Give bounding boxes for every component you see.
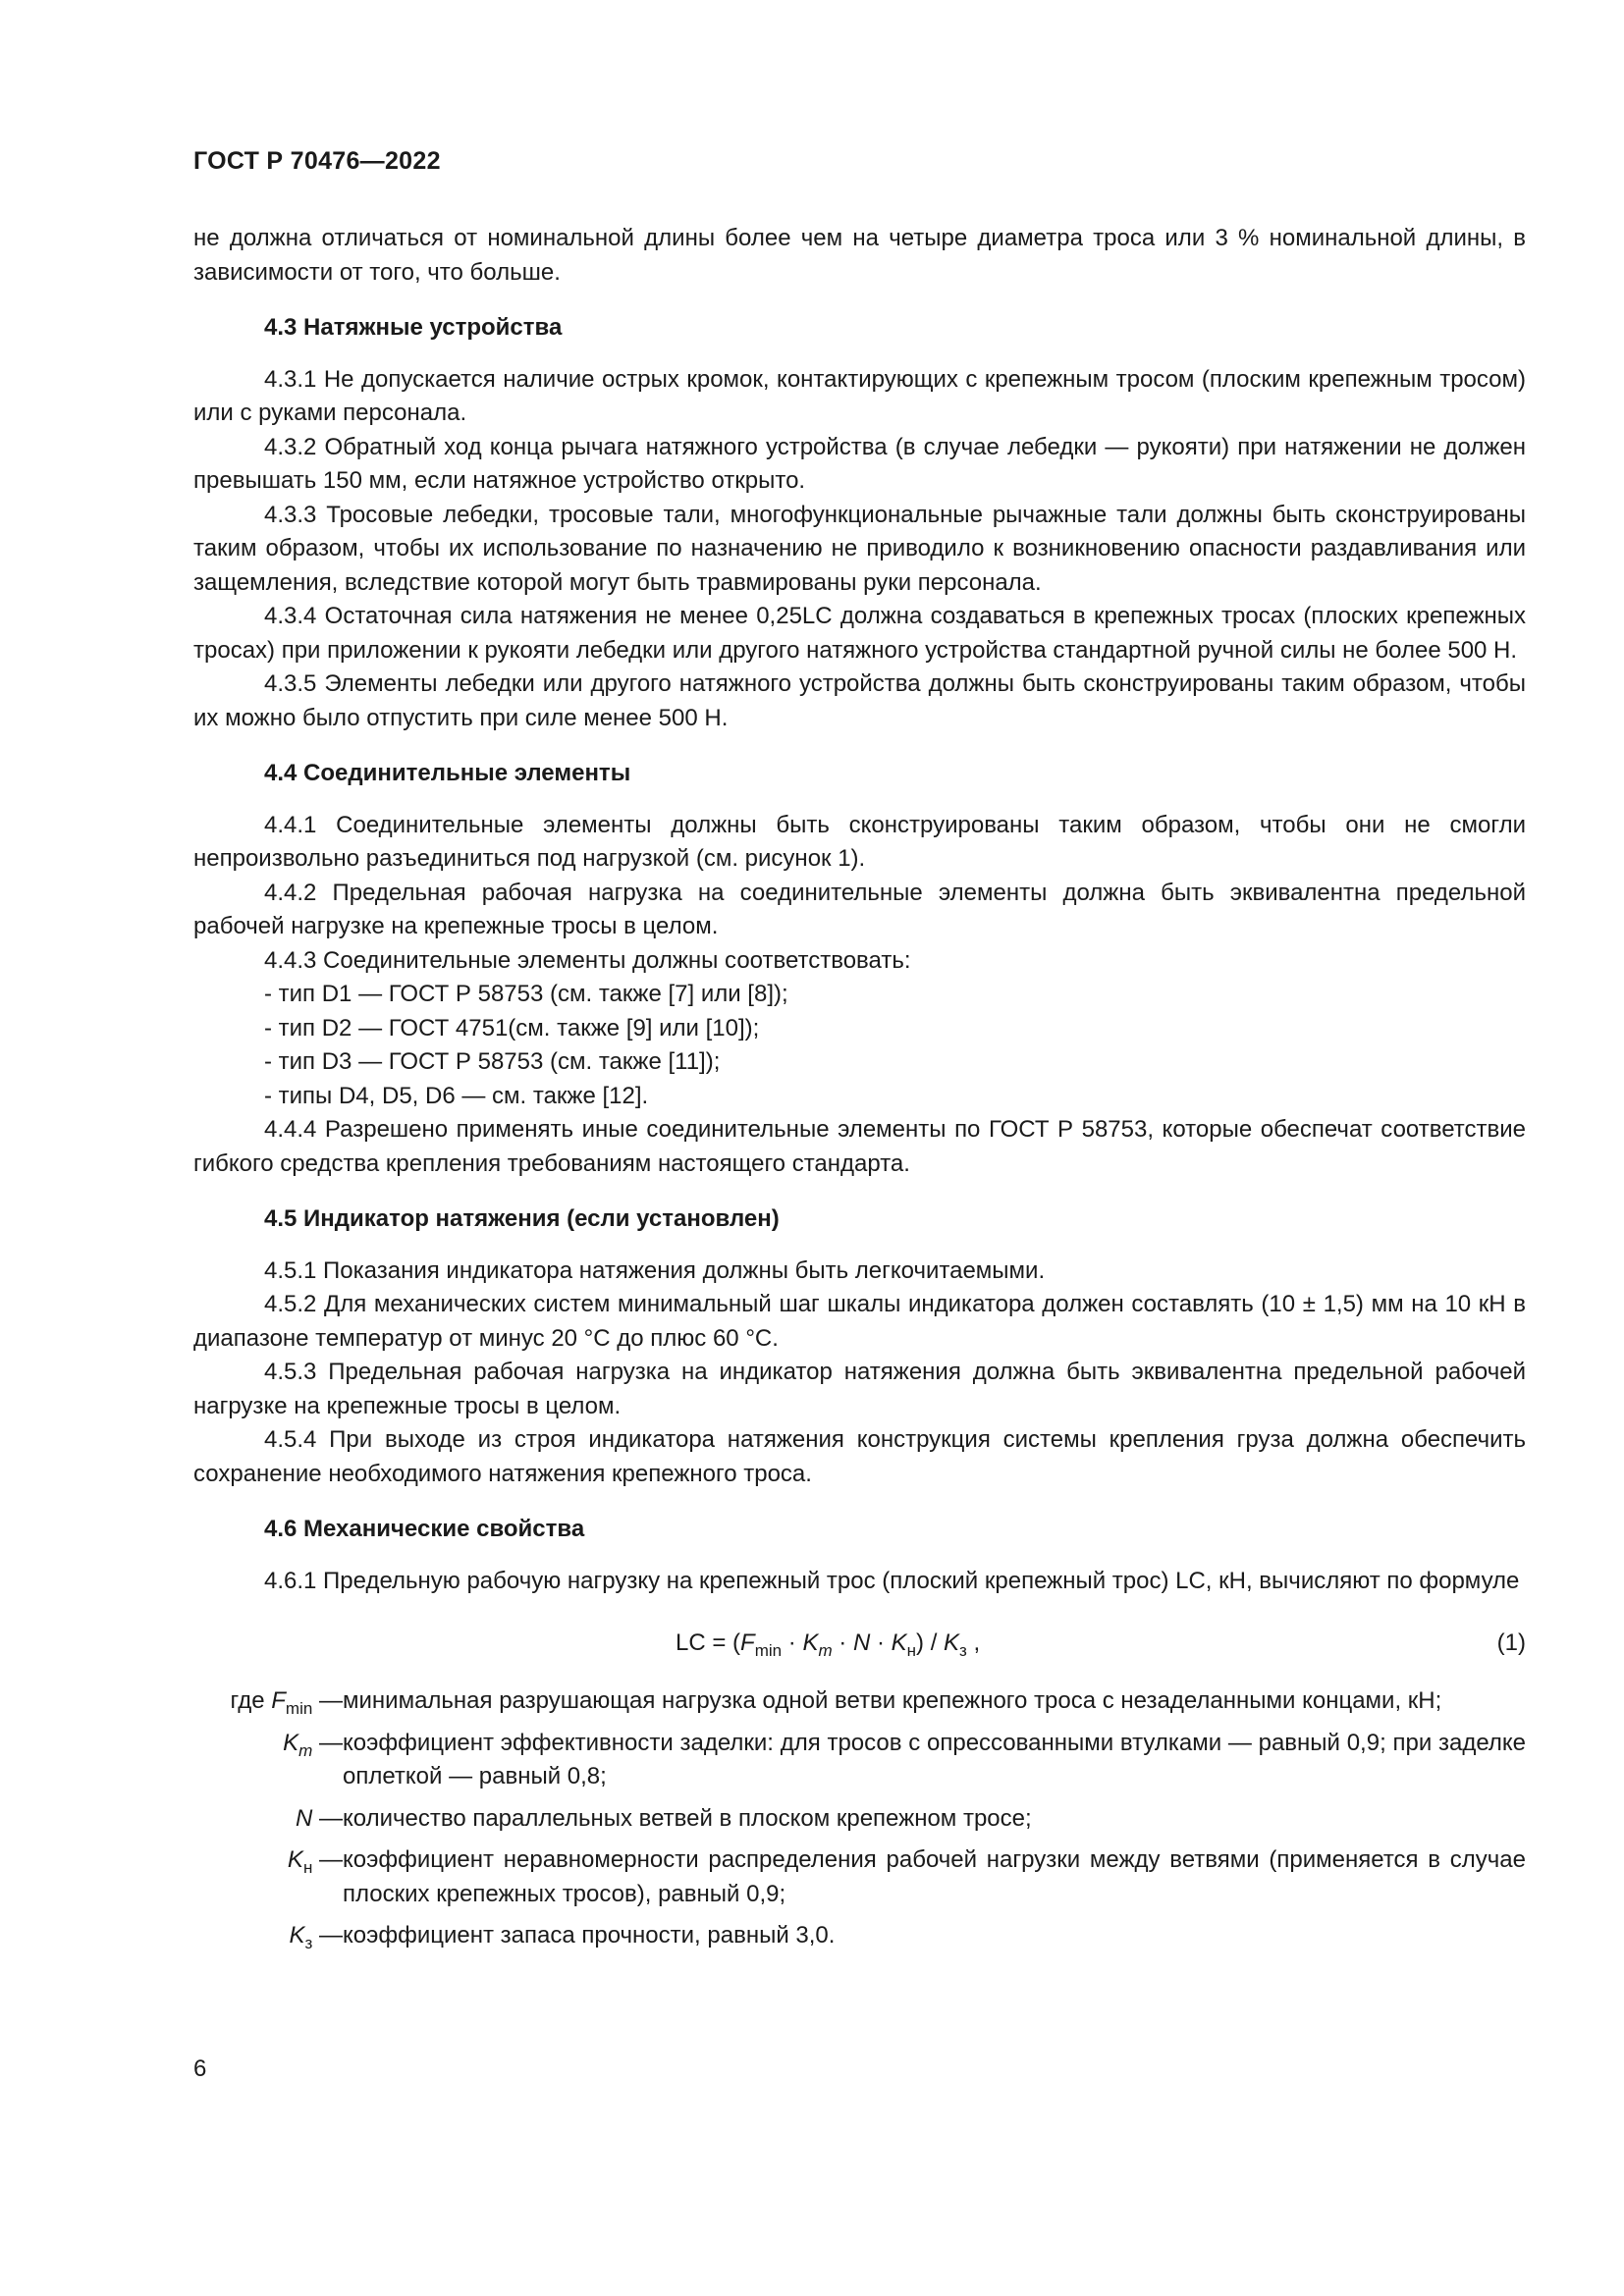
page-number: 6 xyxy=(193,2056,207,2082)
formula-expression: LC = $(F_{min} \cdot K_m \cdot N \cdot K_н) / K_з$ , xyxy=(676,1629,981,1660)
legend-row-kn xyxy=(193,1843,1526,1919)
legend-desc-kz: коэффициент запаса прочности, равный 3,0. xyxy=(343,1922,836,1949)
paragraph-4-3-2: 4.3.2 Обратный ход конца рычага натяжного устройства (в случае лебедки — рукояти) при натяжении не должен превышать 150 мм, если натяжное устройство открыто. xyxy=(193,433,1526,494)
paragraph-4-3-4: 4.3.4 Остаточная сила натяжения не менее 0,25LC должна создаваться в крепежных тросах (плоских крепежных тросах) при приложении к рукояти лебедки или другого натяжного устройства стандартной ручной силы не более 500 Н. xyxy=(193,603,1526,664)
list-item-d2: - тип D2 — ГОСТ 4751(см. также [9] или [10]); xyxy=(264,1014,760,1041)
legend-row-km xyxy=(193,1727,1526,1802)
formula-number: (1) xyxy=(1496,1629,1526,1656)
section-heading-4-5: 4.5 Индикатор натяжения (если установлен) xyxy=(264,1205,780,1232)
list-item-d4-d6: - типы D4, D5, D6 — см. также [12]. xyxy=(264,1082,649,1109)
legend-row-kz xyxy=(193,1919,1526,1961)
legend-symbol-kz: $K_з$ — xyxy=(289,1922,343,1952)
paragraph-4-3-5: 4.3.5 Элементы лебедки или другого натяжного устройства должны быть сконструированы таким образом, чтобы их можно было отпустить при силе менее 500 Н. xyxy=(193,670,1526,731)
paragraph-4-5-4: 4.5.4 При выходе из строя индикатора натяжения конструкция системы крепления груза должна обеспечить сохранение необходимого натяжения крепежного троса. xyxy=(193,1426,1526,1487)
legend-symbol-kn: $K_н$ — xyxy=(287,1846,343,1877)
legend-symbol-km: $K_m$ — xyxy=(283,1729,343,1760)
formula-legend xyxy=(193,1684,1526,1961)
paragraph-4-4-3: 4.4.3 Соединительные элементы должны соответствовать: xyxy=(264,946,911,974)
formula-1 xyxy=(193,1622,1526,1665)
legend-row-n xyxy=(193,1802,1526,1844)
paragraph-continuation: не должна отличаться от номинальной длины более чем на четыре диаметра троса или 3 % номинальной длины, в зависимости от того, что больше. xyxy=(193,225,1526,286)
paragraph-4-5-3: 4.5.3 Предельная рабочая нагрузка на индикатор натяжения должна быть эквивалентна предельной рабочей нагрузке на крепежные тросы в целом. xyxy=(193,1359,1526,1419)
paragraph-4-4-4: 4.4.4 Разрешено применять иные соединительные элементы по ГОСТ Р 58753, которые обеспечат соответствие гибкого средства крепления требованиям настоящего стандарта. xyxy=(193,1116,1526,1177)
paragraph-4-3-3: 4.3.3 Тросовые лебедки, тросовые тали, многофункциональные рычажные тали должны быть сконструированы таким образом, чтобы их использование по назначению не приводило к возникновению опасности раздавливания или защемления, вследствие которой могут быть травмированы руки персонала. xyxy=(193,501,1526,596)
legend-symbol-n: N — xyxy=(295,1804,343,1832)
legend-desc-fmin: минимальная разрушающая нагрузка одной ветви крепежного троса с незаделанными концами, кН; xyxy=(343,1687,1442,1714)
document-body xyxy=(193,222,1526,1961)
paragraph-4-5-2: 4.5.2 Для механических систем минимальный шаг шкалы индикатора должен составлять (10 ± 1,5) мм на 10 кН в диапазоне температур от минус 20 °С до плюс 60 °С. xyxy=(193,1291,1526,1352)
paragraph-4-4-1: 4.4.1 Соединительные элементы должны быть сконструированы таким образом, чтобы они не смогли непроизвольно разъединиться под нагрузкой (см. рисунок 1). xyxy=(193,811,1526,872)
paragraph-4-6-1: 4.6.1 Предельную рабочую нагрузку на крепежный трос (плоский крепежный трос) LC, кН, вычисляют по формуле xyxy=(264,1567,1520,1594)
list-item-d1: - тип D1 — ГОСТ Р 58753 (см. также [7] или [8]); xyxy=(264,981,788,1007)
section-heading-4-4: 4.4 Соединительные элементы xyxy=(264,760,631,786)
paragraph-4-4-2: 4.4.2 Предельная рабочая нагрузка на соединительные элементы должна быть эквивалентна предельной рабочей нагрузке на крепежные тросы в целом. xyxy=(193,879,1526,939)
section-heading-4-3: 4.3 Натяжные устройства xyxy=(264,314,563,341)
legend-desc-km: коэффициент эффективности заделки: для тросов с опрессованными втулками — равный 0,9; при заделке оплеткой — равный 0,8; xyxy=(343,1729,1526,1789)
document-header: ГОСТ Р 70476—2022 xyxy=(193,147,441,175)
paragraph-4-5-1: 4.5.1 Показания индикатора натяжения должны быть легкочитаемыми. xyxy=(264,1256,1046,1284)
list-item-d3: - тип D3 — ГОСТ Р 58753 (см. также [11]); xyxy=(264,1048,721,1075)
section-heading-4-6: 4.6 Механические свойства xyxy=(264,1516,585,1542)
legend-desc-n: количество параллельных ветвей в плоском крепежном тросе; xyxy=(343,1804,1032,1832)
paragraph-4-3-1: 4.3.1 Не допускается наличие острых кромок, контактирующих с крепежным тросом (плоским крепежным тросом) или с руками персонала. xyxy=(193,365,1526,426)
legend-desc-kn: коэффициент неравномерности распределения рабочей нагрузки между ветвями (применяется в случае плоских крепежных тросов), равный 0,9; xyxy=(343,1846,1526,1907)
legend-symbol-fmin: где $F_{min}$ — xyxy=(230,1687,343,1718)
legend-row-fmin xyxy=(193,1684,1526,1727)
document-page xyxy=(193,0,1526,2296)
